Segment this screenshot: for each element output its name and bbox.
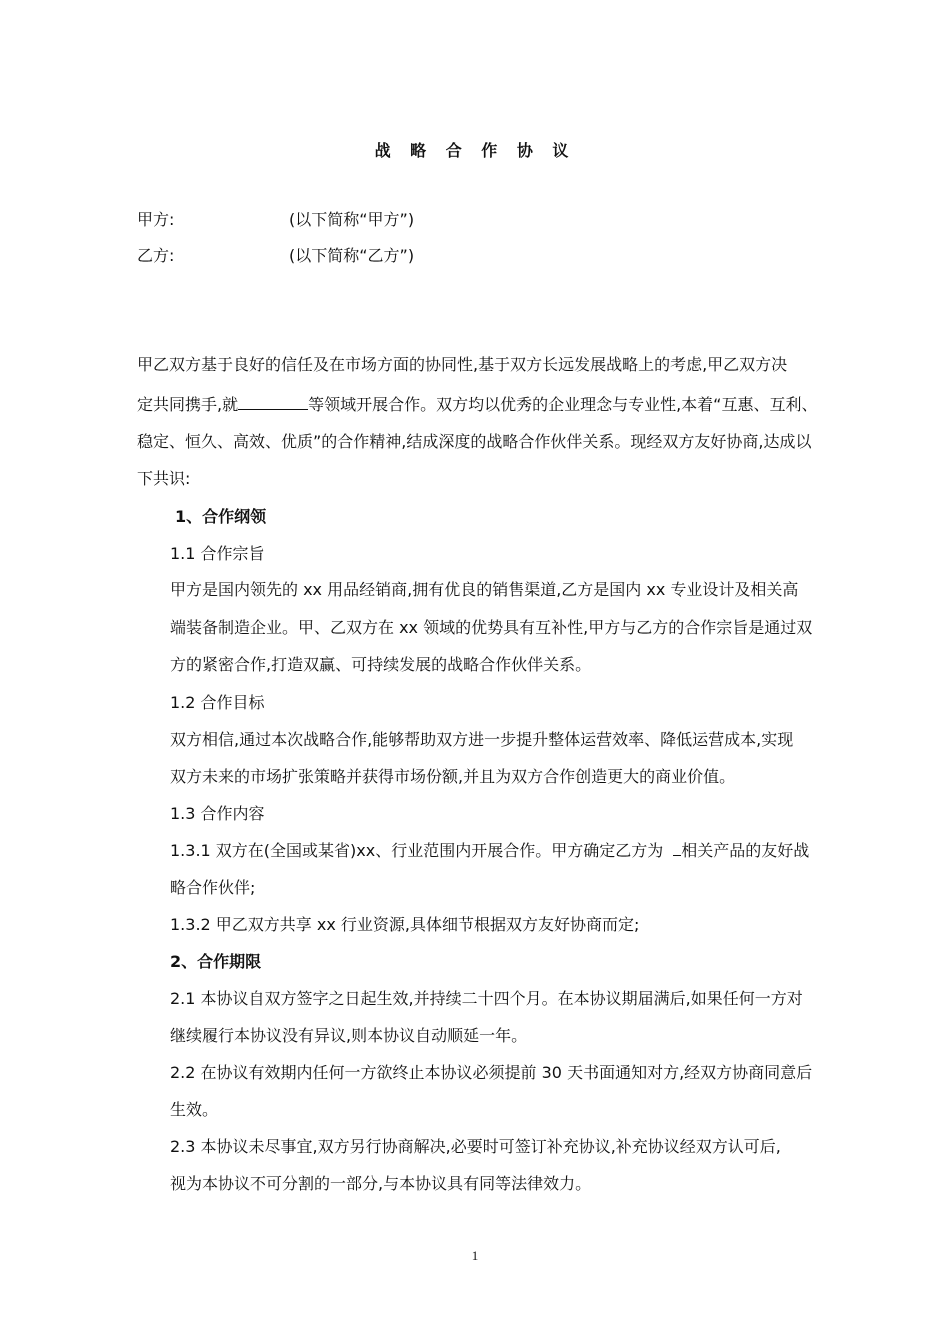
party-a-abbr: (以下简称“甲方”) (289, 210, 415, 229)
party-a-line (137, 207, 415, 230)
intro-line-2-pre: 定共同携手,就 (137, 395, 239, 414)
section-1-2-line-2: 双方未来的市场扩张策略并获得市场份额,并且为双方合作创造更大的商业价值。 (170, 767, 736, 786)
section-1-heading: 1、合作纲领 (175, 507, 267, 526)
intro-line-4: 下共识: (137, 469, 191, 488)
page-number: 1 (471, 1248, 479, 1263)
section-1-1-line-3: 方的紧密合作,打造双赢、可持续发展的战略合作伙伴关系。 (170, 655, 592, 674)
section-1-3-line-1 (170, 838, 809, 861)
section-1-1-line-2: 端装备制造企业。甲、乙双方在 xx 领域的优势具有互补性,甲方与乙方的合作宗旨是通过双 (170, 618, 813, 637)
intro-line-1: 甲乙双方基于良好的信任及在市场方面的协同性,基于双方长远发展战略上的考虑,甲乙双方决 (137, 355, 788, 374)
section-1-1-line-1: 甲方是国内领先的 xx 用品经销商,拥有优良的销售渠道,乙方是国内 xx 专业设计及相关高 (170, 580, 799, 599)
intro-line-2 (137, 392, 817, 415)
section-2-line-1: 2.1 本协议自双方签字之日起生效,并持续二十四个月。在本协议期届满后,如果任何一方对 (170, 989, 803, 1008)
party-b-label: 乙方: (137, 246, 175, 265)
document-title: 战 略 合 作 协 议 (374, 141, 576, 160)
intro-line-3: 稳定、恒久、高效、优质”的合作精神,结成深度的战略合作伙伴关系。现经双方友好协商,达成以 (137, 432, 812, 451)
section-1-2-line-1: 双方相信,通过本次战略合作,能够帮助双方进一步提升整体运营效率、降低运营成本,实现 (170, 730, 794, 749)
party-b-line (137, 243, 415, 266)
section-2-line-2: 继续履行本协议没有异议,则本协议自动顺延一年。 (170, 1026, 528, 1045)
intro-line-2-post: 等领域开展合作。双方均以优秀的企业理念与专业性,本着“互惠、互利、 (308, 395, 818, 414)
section-2-line-3: 2.2 在协议有效期内任何一方欲终止本协议必须提前 30 天书面通知对方,经双方协商同意后 (170, 1063, 813, 1082)
party-a-label: 甲方: (137, 210, 175, 229)
party-b-abbr: (以下简称“乙方”) (289, 246, 415, 265)
section-1-2-heading: 1.2 合作目标 (170, 693, 265, 712)
section-1-1-heading: 1.1 合作宗旨 (170, 544, 265, 563)
section-1-3-line-2: 略合作伙伴; (170, 878, 256, 897)
fill-in-blank (238, 395, 308, 410)
section-2-heading: 2、合作期限 (170, 952, 262, 971)
section-1-3-heading: 1.3 合作内容 (170, 804, 265, 823)
section-1-3-line-1-pre: 1.3.1 双方在(全国或某省)xx、行业范围内开展合作。甲方确定乙方为 (170, 841, 664, 860)
section-2-line-5: 2.3 本协议未尽事宜,双方另行协商解决,必要时可签订补充协议,补充协议经双方认可后, (170, 1137, 781, 1156)
section-2-line-6: 视为本协议不可分割的一部分,与本协议具有同等法律效力。 (170, 1174, 592, 1193)
section-1-3-line-1-post: 相关产品的友好战 (681, 841, 810, 860)
section-1-3-line-3: 1.3.2 甲乙双方共享 xx 行业资源,具体细节根据双方友好协商而定; (170, 915, 640, 934)
section-2-line-4: 生效。 (170, 1100, 219, 1119)
